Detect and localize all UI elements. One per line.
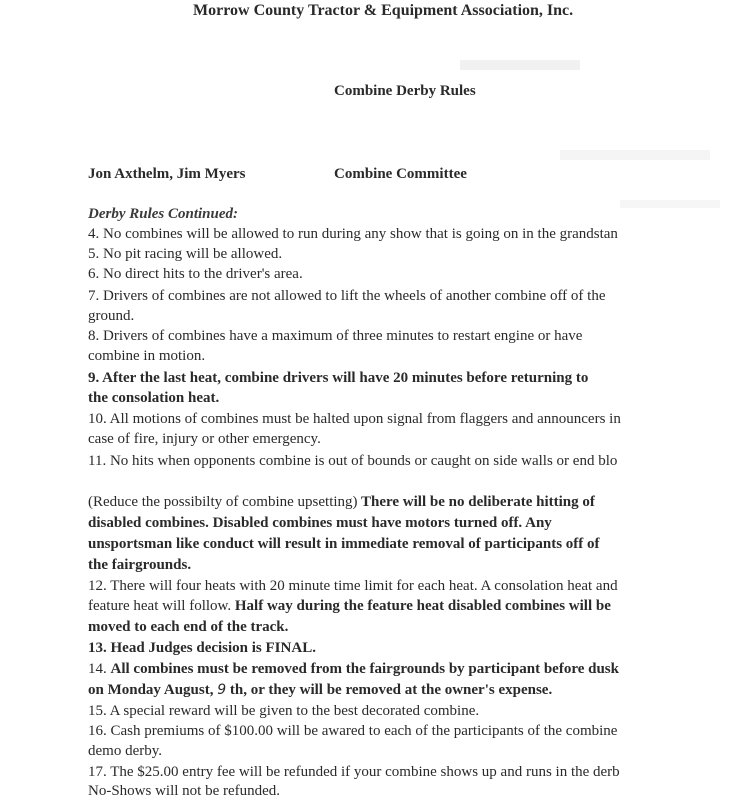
rule-14-line-2 bbox=[88, 681, 552, 700]
authors: Jon Axthelm, Jim Myers bbox=[88, 166, 246, 182]
bleed-through-shadow bbox=[620, 200, 720, 208]
rule-9-line-2: the consolation heat. bbox=[88, 390, 220, 406]
document-title: Combine Derby Rules bbox=[334, 83, 476, 99]
section-heading: Derby Rules Continued: bbox=[88, 206, 239, 222]
rule-12-line-2 bbox=[88, 597, 611, 616]
rule-14-date-suffix: th, or they will be removed at the owner's expense. bbox=[226, 682, 553, 698]
bleed-through-shadow bbox=[560, 150, 710, 160]
rule-12-bold: Half way during the feature heat disabled combines will be bbox=[234, 598, 611, 614]
paragraph-line-2: disabled combines. Disabled combines must have motors turned off. Any bbox=[88, 515, 552, 531]
rule-16-line-1: 16. Cash premiums of $100.00 will be awared to each of the participants of the combine bbox=[88, 723, 618, 739]
rule-12-line-1: 12. There will four heats with 20 minute time limit for each heat. A consolation heat and bbox=[88, 578, 618, 594]
rule-14-bold: All combines must be removed from the fairgrounds by participant before dusk bbox=[110, 661, 619, 677]
rule-7-line-1: 7. Drivers of combines are not allowed to lift the wheels of another combine off of the bbox=[88, 288, 606, 304]
rule-6: 6. No direct hits to the driver's area. bbox=[88, 266, 303, 282]
committee-name: Combine Committee bbox=[334, 166, 467, 182]
rule-17-line-2: No-Shows will not be refunded. bbox=[88, 783, 281, 799]
rule-12-line-3: moved to each end of the track. bbox=[88, 619, 289, 635]
rule-11: 11. No hits when opponents combine is out of bounds or caught on side walls or end blo bbox=[88, 453, 618, 469]
rule-13: 13. Head Judges decision is FINAL. bbox=[88, 640, 316, 656]
handwritten-date: 9 bbox=[217, 682, 227, 698]
paragraph-line-3: unsportsman like conduct will result in immediate removal of participants off of bbox=[88, 536, 600, 552]
rule-17-line-1: 17. The $25.00 entry fee will be refunded if your combine shows up and runs in the derb bbox=[88, 764, 620, 780]
paragraph-line-4: the fairgrounds. bbox=[88, 557, 192, 573]
rule-16-line-2: demo derby. bbox=[88, 743, 163, 759]
rule-14-number: 14. bbox=[88, 661, 111, 677]
paragraph-line-1 bbox=[88, 493, 595, 512]
organization-header: Morrow County Tractor & Equipment Association, Inc. bbox=[193, 2, 574, 19]
rule-8-line-1: 8. Drivers of combines have a maximum of three minutes to restart engine or have bbox=[88, 328, 583, 344]
rule-12-normal: feature heat will follow. bbox=[88, 598, 235, 614]
rule-5: 5. No pit racing will be allowed. bbox=[88, 246, 283, 262]
rule-9-line-1: 9. After the last heat, combine drivers will have 20 minutes before returning to bbox=[88, 370, 589, 386]
rule-14-date-prefix: on Monday August, bbox=[88, 682, 218, 698]
bleed-through-shadow bbox=[460, 60, 580, 70]
paragraph-bold: There will be no deliberate hitting of bbox=[357, 494, 595, 510]
rule-4: 4. No combines will be allowed to run during any show that is going on in the grandstan bbox=[88, 226, 618, 242]
paragraph-note: (Reduce the possibilty of combine upsetting) bbox=[88, 494, 358, 510]
rule-15: 15. A special reward will be given to the best decorated combine. bbox=[88, 703, 480, 719]
rule-8-line-2: combine in motion. bbox=[88, 348, 206, 364]
rule-14-line-1 bbox=[88, 660, 619, 679]
rule-7-line-2: ground. bbox=[88, 308, 135, 324]
rule-10-line-1: 10. All motions of combines must be halted upon signal from flaggers and announcers in bbox=[88, 411, 621, 427]
rule-10-line-2: case of fire, injury or other emergency. bbox=[88, 431, 321, 447]
